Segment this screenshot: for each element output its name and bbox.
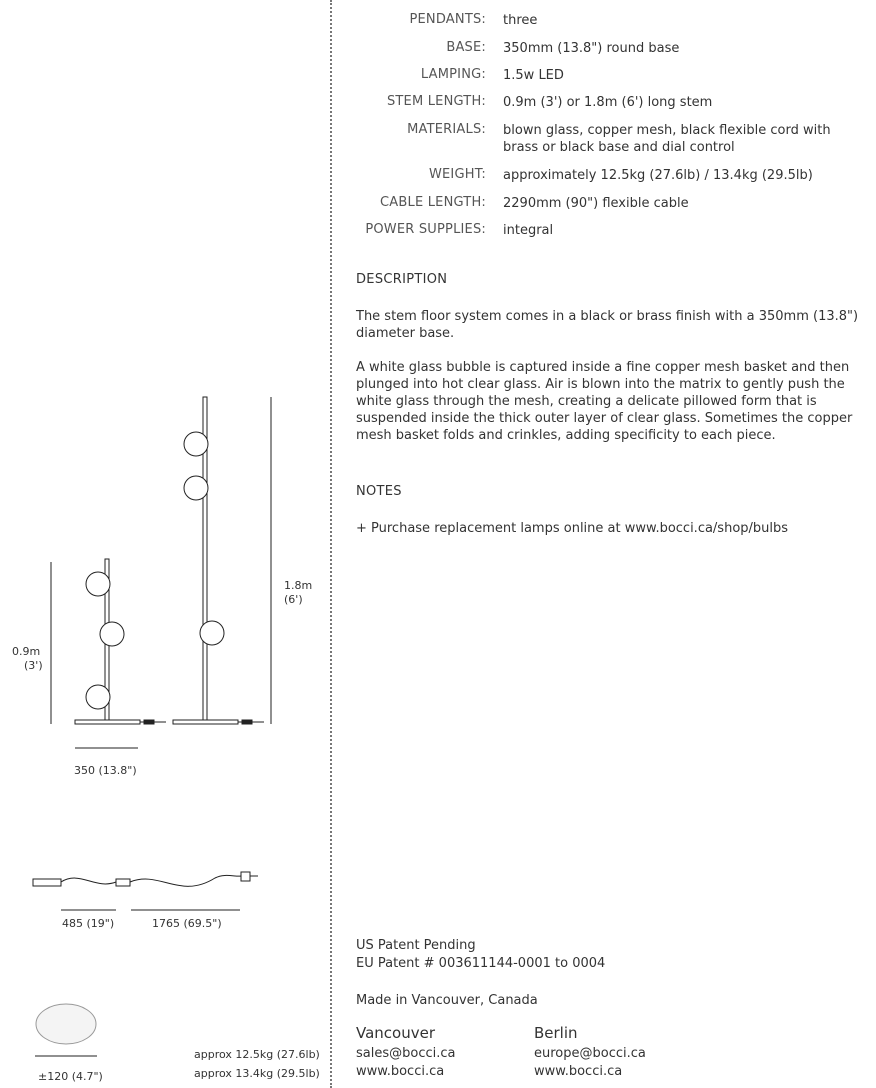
spec-label: POWER SUPPLIES: <box>365 222 486 237</box>
spec-value: blown glass, copper mesh, black flexible cord with brass or black base and dial control <box>503 123 831 155</box>
cable-segment-2 <box>130 875 241 886</box>
description-paragraph-1: The stem floor system comes in a black or brass finish with a 350mm (13.8") diameter base. <box>356 309 859 341</box>
spec-label: CABLE LENGTH: <box>380 195 486 210</box>
spec-value: integral <box>503 223 554 238</box>
cable-plug-right <box>241 872 250 881</box>
spec-label: STEM LENGTH: <box>386 94 486 109</box>
dotted-divider <box>330 0 332 1088</box>
notes-heading: NOTES <box>356 484 402 499</box>
office-vancouver-email[interactable]: sales@bocci.ca <box>356 1046 456 1061</box>
short-height-m: 0.9m <box>12 645 41 658</box>
cable-dial <box>116 879 130 886</box>
office-berlin-city: Berlin <box>534 1024 578 1042</box>
notes-item: + Purchase replacement lamps online at www.bocci.ca/shop/bulbs <box>356 521 789 536</box>
short-lamp-base <box>75 720 140 724</box>
tall-lamp-base <box>173 720 238 724</box>
cable-dim-label-1: 485 (19") <box>62 917 115 930</box>
spec-label: LAMPING: <box>420 67 486 82</box>
tall-lamp-pendant <box>184 432 208 456</box>
office-vancouver-city: Vancouver <box>356 1024 435 1042</box>
made-in: Made in Vancouver, Canada <box>356 993 538 1008</box>
short-lamp-pendant <box>86 572 110 596</box>
base-dim-label: 350 (13.8") <box>74 764 137 777</box>
spec-label: BASE: <box>446 40 486 55</box>
tall-lamp-dial <box>242 720 252 724</box>
tall-lamp-pendant <box>200 621 224 645</box>
tall-height-m: 1.8m <box>284 579 313 592</box>
spec-value: approximately 12.5kg (27.6lb) / 13.4kg (29.5lb) <box>503 168 813 183</box>
short-lamp-dial <box>144 720 154 724</box>
pendant-dim-label: ±120 (4.7") <box>38 1070 103 1083</box>
spec-label: MATERIALS: <box>407 122 486 137</box>
spec-value: three <box>503 13 538 28</box>
spec-value: 1.5w LED <box>503 68 564 83</box>
spec-value: 350mm (13.8") round base <box>503 41 680 56</box>
pendant-top-view <box>36 1004 96 1044</box>
office-vancouver-web[interactable]: www.bocci.ca <box>356 1064 445 1079</box>
us-patent: US Patent Pending <box>356 938 476 953</box>
short-height-ft: (3') <box>24 659 43 672</box>
office-berlin-email[interactable]: europe@bocci.ca <box>534 1046 646 1061</box>
tall-lamp-pendant <box>184 476 208 500</box>
spec-value: 2290mm (90") flexible cable <box>503 196 689 211</box>
weight-label-2: approx 13.4kg (29.5lb) <box>194 1067 320 1080</box>
spec-label: WEIGHT: <box>428 167 486 182</box>
office-berlin-web[interactable]: www.bocci.ca <box>534 1064 623 1079</box>
short-lamp-pendant <box>86 685 110 709</box>
cable-dim-label-2: 1765 (69.5") <box>152 917 222 930</box>
spec-value: 0.9m (3') or 1.8m (6') long stem <box>503 95 713 110</box>
spec-label: PENDANTS: <box>409 12 486 27</box>
description-heading: DESCRIPTION <box>356 272 448 287</box>
cable-plug-left <box>33 879 61 886</box>
description-paragraph-2: A white glass bubble is captured inside a fine copper mesh basket and then plunged into hot clear glass. Air is blown into the matrix to gently push the white glass through the mesh, creating a delicate pillowed form that is suspended inside the thick outer layer of clear glass. Sometimes the copper mesh basket folds and crinkles, adding specificity to each piece. <box>356 360 853 443</box>
tall-height-ft: (6') <box>284 593 303 606</box>
eu-patent: EU Patent # 003611144-0001 to 0004 <box>356 956 606 971</box>
short-lamp-pendant <box>100 622 124 646</box>
cable-segment-1 <box>61 878 116 884</box>
weight-label-1: approx 12.5kg (27.6lb) <box>194 1048 320 1061</box>
